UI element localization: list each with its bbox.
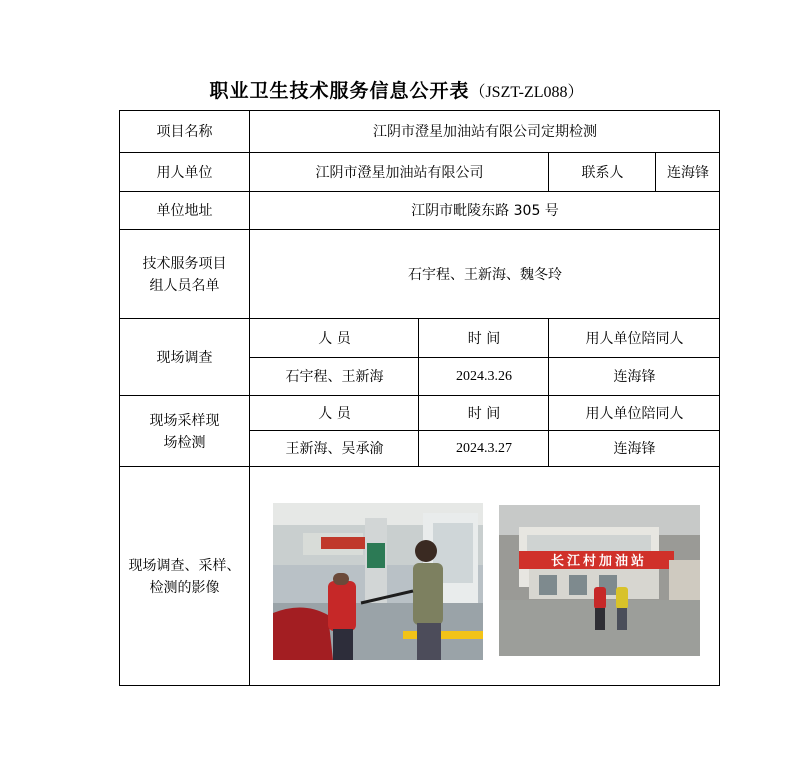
sampling-header-people: 人 员 [318, 405, 351, 422]
survey-people: 石宇程、王新海 [285, 369, 384, 385]
site-photo-station [499, 505, 700, 656]
site-photo-refueling [273, 503, 483, 660]
team-value: 石宇程、王新海、魏冬玲 [408, 266, 562, 283]
team-label: 技术服务项目组人员名单 [142, 255, 227, 294]
survey-header-time: 时 间 [467, 330, 501, 347]
project-name-value: 江阴市澄星加油站有限公司定期检测 [373, 123, 597, 140]
sampling-label: 现场采样现场检测 [149, 412, 220, 451]
employer-label: 用人单位 [156, 164, 213, 181]
sampling-people: 王新海、吴承渝 [285, 441, 384, 457]
employer-value: 江阴市澄星加油站有限公司 [315, 164, 484, 181]
title-main: 职业卫生技术服务信息公开表 [209, 80, 470, 102]
contact-value: 连海锋 [667, 164, 709, 181]
sampling-header-escort: 用人单位陪同人 [585, 405, 684, 422]
sampling-escort: 连海锋 [613, 441, 656, 457]
station-sign: 长江村加油站 [550, 554, 648, 569]
contact-label: 联系人 [581, 164, 624, 181]
info-table [119, 110, 720, 686]
survey-header-escort: 用人单位陪同人 [585, 330, 684, 347]
survey-escort: 连海锋 [613, 369, 656, 385]
survey-time: 2024.3.26 [456, 369, 512, 384]
survey-header-people: 人 员 [318, 330, 351, 347]
images-label: 现场调查、采样、检测的影像 [128, 557, 241, 596]
project-name-label: 项目名称 [156, 123, 213, 140]
address-label: 单位地址 [156, 203, 213, 219]
survey-label: 现场调查 [156, 349, 213, 366]
title-code: （JSZT-ZL088） [469, 84, 584, 101]
address-value: 江阴市毗陵东路 305 号 [411, 203, 559, 219]
page-title [0, 76, 793, 103]
sampling-header-time: 时 间 [467, 405, 501, 422]
sampling-time: 2024.3.27 [456, 441, 512, 456]
